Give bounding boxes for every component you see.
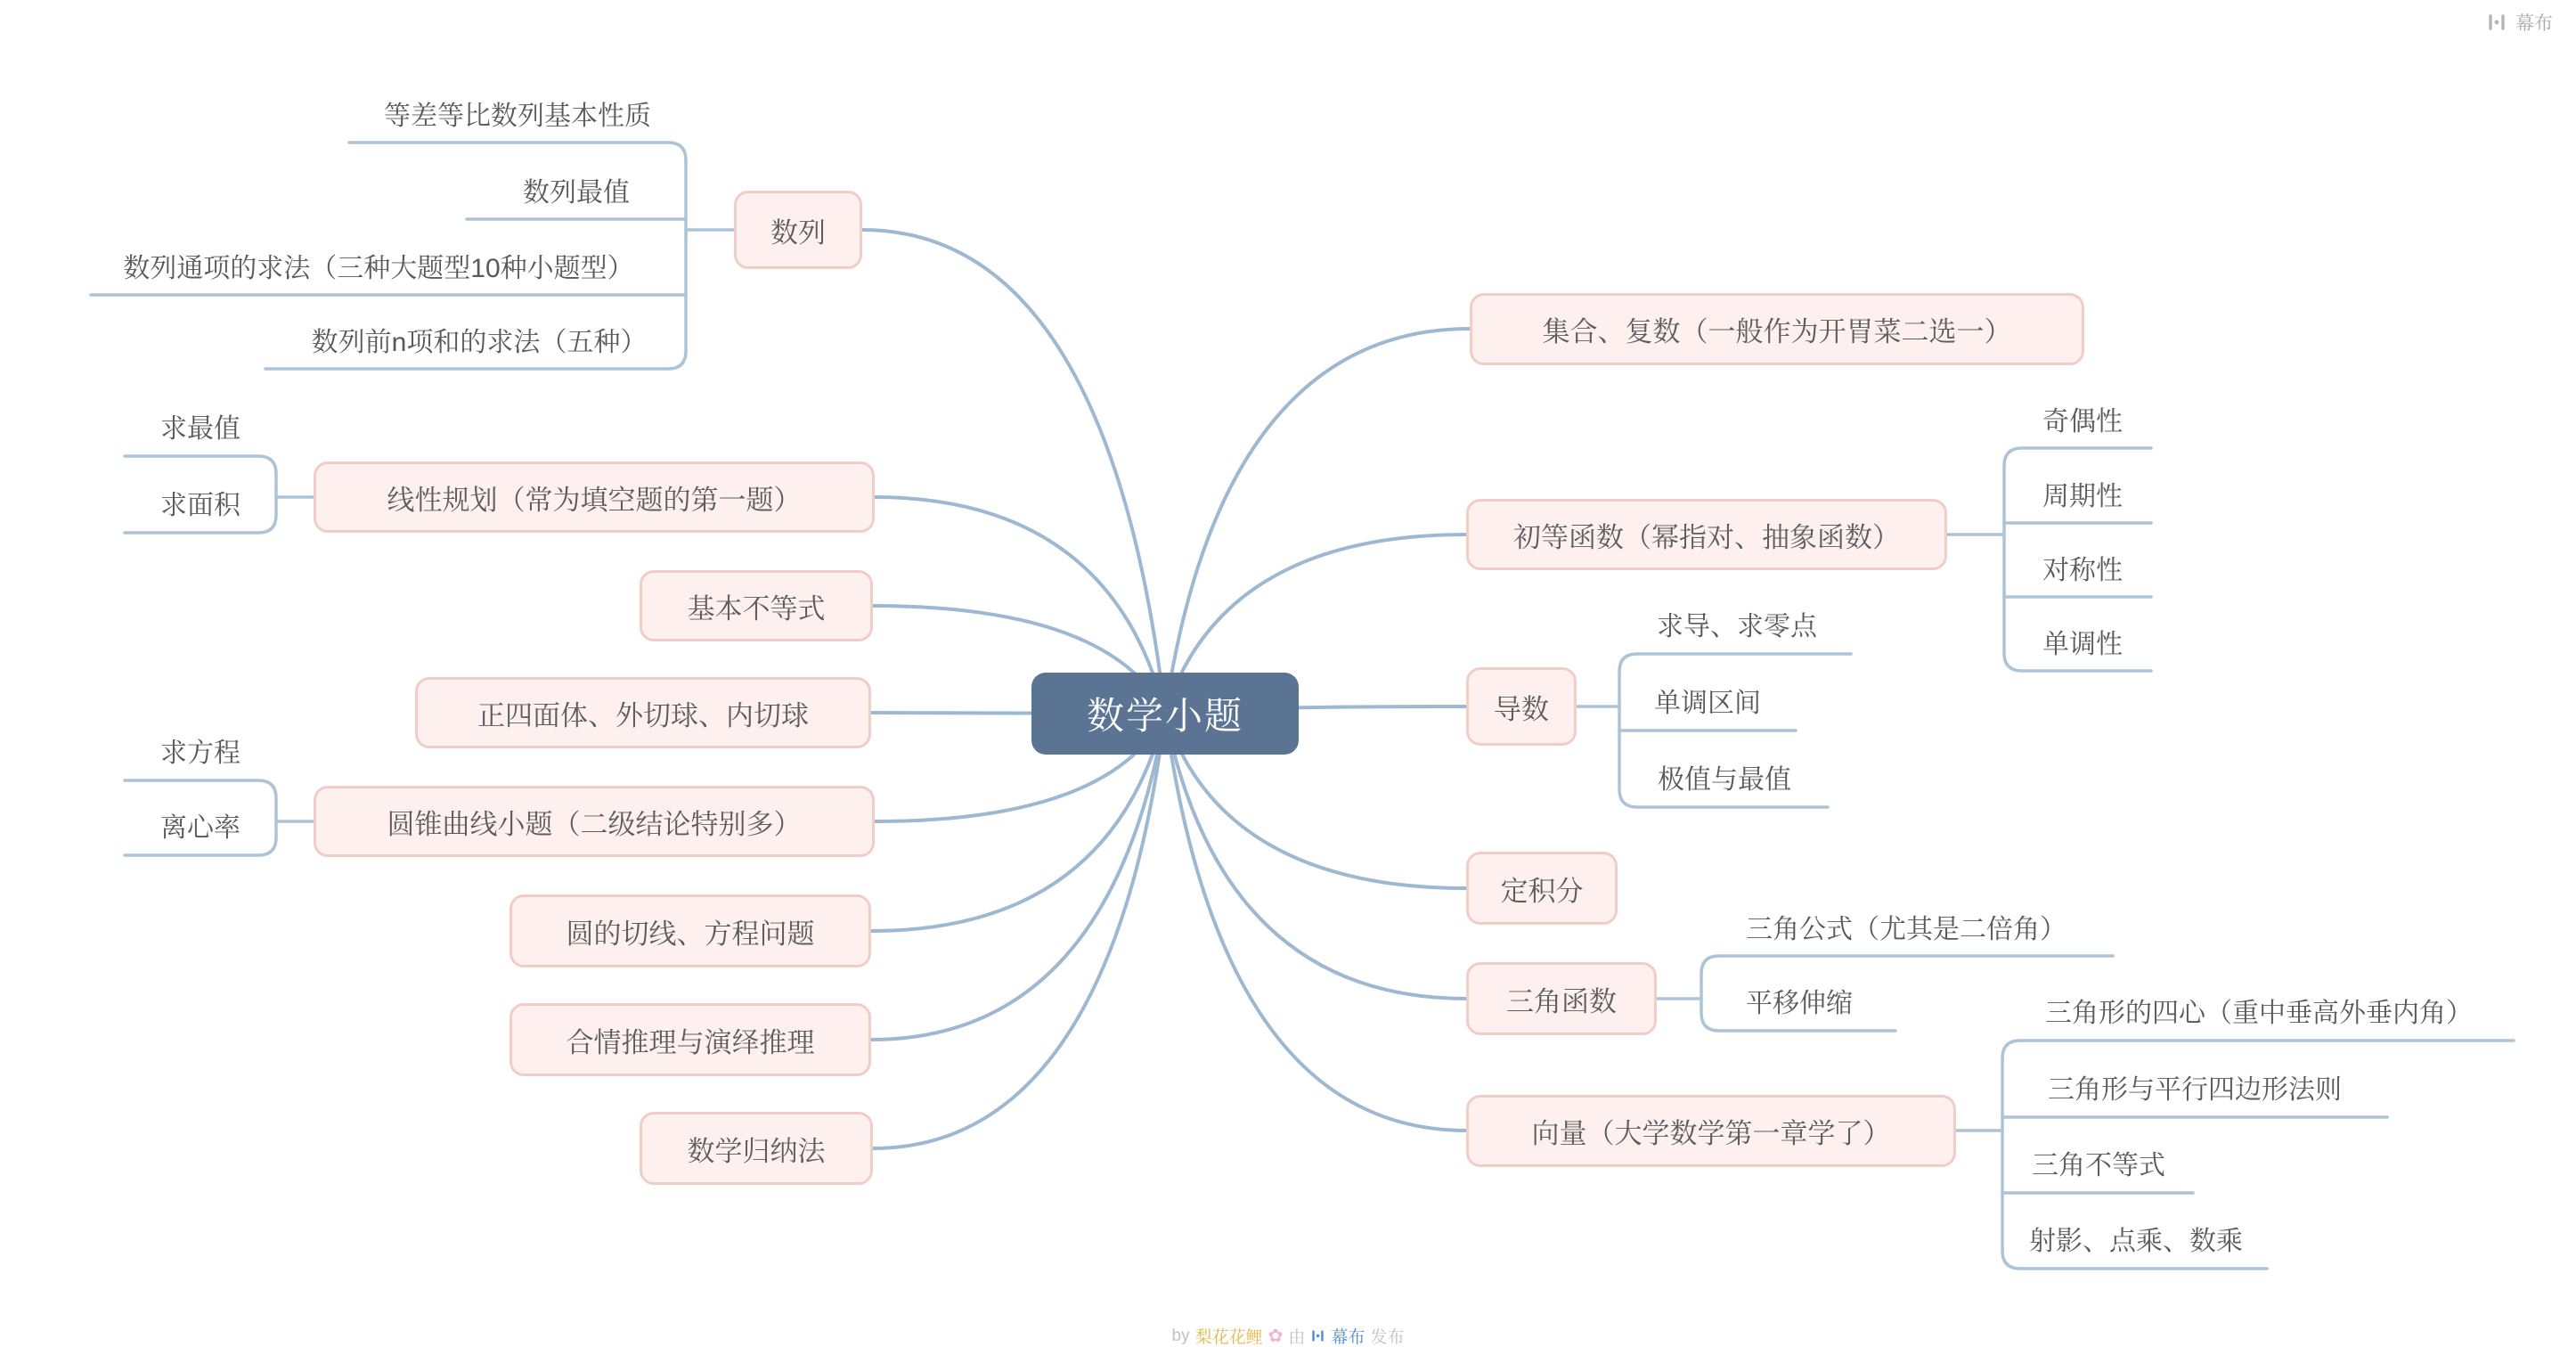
leaf-node[interactable]: 三角不等式 [2032,1151,2165,1180]
branch-label: 集合、复数（一般作为开胃菜二选一） [1542,316,2012,347]
leaf-node[interactable]: 求最值 [160,414,240,444]
leaf-node[interactable]: 单调区间 [1654,689,1761,718]
branch-node-derivative[interactable] [1466,667,1577,746]
leaf-node[interactable]: 三角公式（尤其是二倍角） [1746,915,2067,944]
branch-node-circle-tangent[interactable] [509,894,871,967]
branch-node-conic-sections[interactable] [314,786,875,857]
leaf-node[interactable]: 数列通项的求法（三种大题型10种小题型） [123,254,634,283]
connector-induction [873,714,1165,1148]
connector-sequences [862,230,1165,714]
leaf-node[interactable]: 求导、求零点 [1657,612,1817,641]
flower-icon: ✿ [1268,1327,1284,1346]
branch-label: 导数 [1494,693,1549,725]
leaf-node[interactable]: 平移伸缩 [1746,989,1853,1018]
brand-corner[interactable] [2486,9,2553,36]
branch-label: 线性规划（常为填空题的第一题） [387,484,802,516]
leaf-node[interactable]: 单调性 [2042,630,2123,659]
brand-corner-label: 幕布 [2515,13,2553,34]
watermark [0,1324,2576,1347]
branch-node-elementary-functions[interactable] [1466,499,1947,570]
watermark-conjunction: 由 [1288,1328,1306,1347]
watermark-brand-link[interactable]: 幕布 [1331,1328,1365,1347]
branch-label: 圆锥曲线小题（二级结论特别多） [387,808,802,840]
leaf-node[interactable]: 求方程 [160,739,240,768]
leaf-node[interactable]: 奇偶性 [2042,407,2123,437]
connector-sets-complex [1165,329,1470,714]
branch-label: 数列 [770,216,826,249]
branch-node-tetrahedron-spheres[interactable] [415,677,871,748]
branch-node-linear-programming[interactable] [314,461,875,533]
branch-node-vector[interactable] [1466,1095,1956,1167]
branch-label: 圆的切线、方程问题 [566,918,815,950]
connector-trigonometric [1165,714,1466,999]
leaf-node[interactable]: 等差等比数列基本性质 [384,102,651,131]
branch-label: 正四面体、外切球、内切球 [477,699,809,731]
branch-label: 合情推理与演绎推理 [566,1026,815,1058]
branch-node-trigonometric[interactable] [1466,962,1657,1035]
leaf-node[interactable]: 周期性 [2042,482,2123,511]
branch-node-sets-complex[interactable] [1470,293,2084,365]
leaf-node[interactable]: 离心率 [160,813,240,843]
branch-node-definite-integral[interactable] [1466,852,1618,925]
branch-label: 三角函数 [1506,985,1617,1017]
leaf-node[interactable]: 三角形的四心（重中垂高外垂内角） [2045,999,2473,1028]
root-node[interactable] [1031,673,1299,755]
leaf-node[interactable]: 对称性 [2042,556,2123,585]
watermark-author-link[interactable]: 梨花花鲤 [1194,1328,1263,1347]
connector-reasoning [871,714,1165,1040]
branch-node-induction[interactable] [640,1112,873,1185]
branch-label: 基本不等式 [687,592,826,625]
watermark-suffix: 发布 [1370,1328,1405,1347]
branch-node-sequences[interactable] [734,191,862,269]
branch-label: 初等函数（幂指对、抽象函数） [1513,521,1900,553]
mubu-logo-icon-small [1310,1328,1325,1343]
mubu-logo-icon [2486,12,2507,33]
leaf-node[interactable]: 射影、点乘、数乘 [2029,1227,2243,1256]
leaf-node[interactable]: 求面积 [160,491,240,520]
branch-node-basic-inequality[interactable] [640,570,873,641]
leaf-node[interactable]: 极值与最值 [1658,765,1791,795]
connector-vector [1165,714,1466,1131]
leaf-node[interactable]: 数列前n项和的求法（五种） [311,328,648,357]
branch-label: 定积分 [1500,875,1584,907]
leaf-node[interactable]: 三角形与平行四边形法则 [2048,1075,2342,1105]
branch-label: 向量（大学数学第一章学了） [1531,1118,1891,1149]
root-node-label: 数学小题 [1086,695,1243,737]
branch-node-reasoning[interactable] [509,1003,871,1076]
leaf-node[interactable]: 数列最值 [523,178,630,208]
watermark-prefix: by [1171,1326,1190,1345]
branch-label: 数学归纳法 [687,1135,826,1167]
